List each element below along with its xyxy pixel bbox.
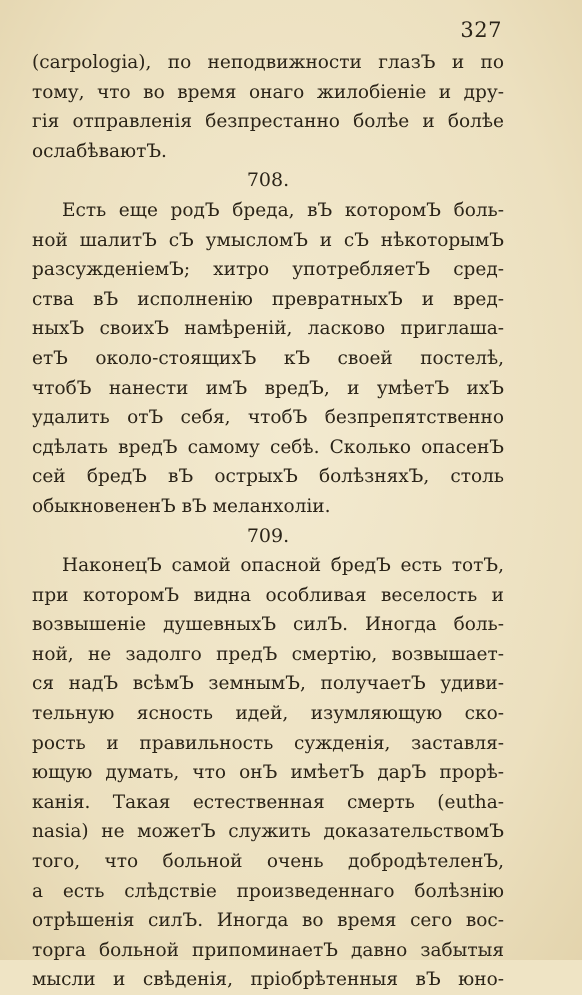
text-line: разсужденіемЪ; хитро употребляетЪ сред- — [32, 259, 504, 281]
section-number-709: 709. — [246, 524, 290, 547]
text-line: Есть еще родЪ бреда, вЪ которомЪ боль- — [62, 199, 504, 221]
text-line: мысли и свѣденія, пріобрѣтенныя вЪ юно- — [32, 969, 504, 991]
text-line: а есть слѣдствіе произведеннаго болѣзнію — [32, 880, 504, 902]
text-line: тельную ясность идей, изумляющую ско- — [32, 703, 504, 725]
text-line: (carpologia), по неподвижности глазЪ и по — [32, 52, 504, 73]
text-line: ной шалитЪ сЪ умысломЪ и сЪ нѣкоторымЪ — [32, 229, 504, 251]
section-number-708: 708. — [246, 169, 290, 192]
text-line: ной, не задолго предЪ смертію, возвышает- — [32, 643, 504, 665]
text-line: торга больной припоминаетЪ давно забытыя — [32, 939, 504, 961]
text-line: возвышеніе душевныхЪ силЪ. Иногда боль- — [32, 614, 504, 636]
text-line: при которомЪ видна особливая веселость и — [32, 584, 504, 606]
text-line: удалить отЪ себя, чтобЪ безпрепятственно — [32, 407, 504, 429]
text-line: НаконецЪ самой опасной бредЪ есть тотЪ, — [62, 555, 504, 577]
text-line: ослабѣваютЪ. — [32, 140, 167, 162]
text-line: чтобЪ нанести имЪ вредЪ, и умѣетЪ ихЪ — [32, 377, 504, 399]
text-line: отрѣшенія силЪ. Иногда во время сего вос- — [32, 910, 504, 932]
text-line: рость и правильность сужденія, заставля- — [32, 732, 504, 754]
text-line: гія отправленія безпрестанно болѣе и болѣе — [32, 111, 504, 133]
text-line: ющую думать, что онЪ имѣетЪ дарЪ прорѣ- — [32, 762, 504, 784]
text-line: того, что больной очень добродѣтеленЪ, — [32, 851, 504, 873]
text-line: тому, что во время онаго жилобіеніе и дру- — [32, 81, 504, 103]
text-line: ныхЪ своихЪ намѣреній, ласково приглаша- — [32, 318, 504, 340]
text-line: канія. Такая естественная смерть (euthа- — [32, 791, 504, 813]
text-line: сдѣлать вредЪ самому себѣ. Сколько опасенЪ — [32, 436, 504, 458]
text-line: nasia) не можетЪ служить доказательствомЪ — [32, 821, 504, 843]
text-line: ся надЪ всѣмЪ земнымЪ, получаетЪ удиви- — [32, 673, 504, 695]
text-line: сей бредЪ вЪ острыхЪ болѣзняхЪ, столь — [32, 466, 504, 488]
text-block — [32, 48, 504, 995]
text-line: ства вЪ исполненію превратныхЪ и вред- — [32, 288, 504, 310]
text-line: обыкновененЪ вЪ меланхоліи. — [32, 495, 331, 517]
page-number: 327 — [460, 18, 502, 42]
text-line: етЪ около-стоящихЪ кЪ своей постелѣ, — [32, 347, 504, 369]
